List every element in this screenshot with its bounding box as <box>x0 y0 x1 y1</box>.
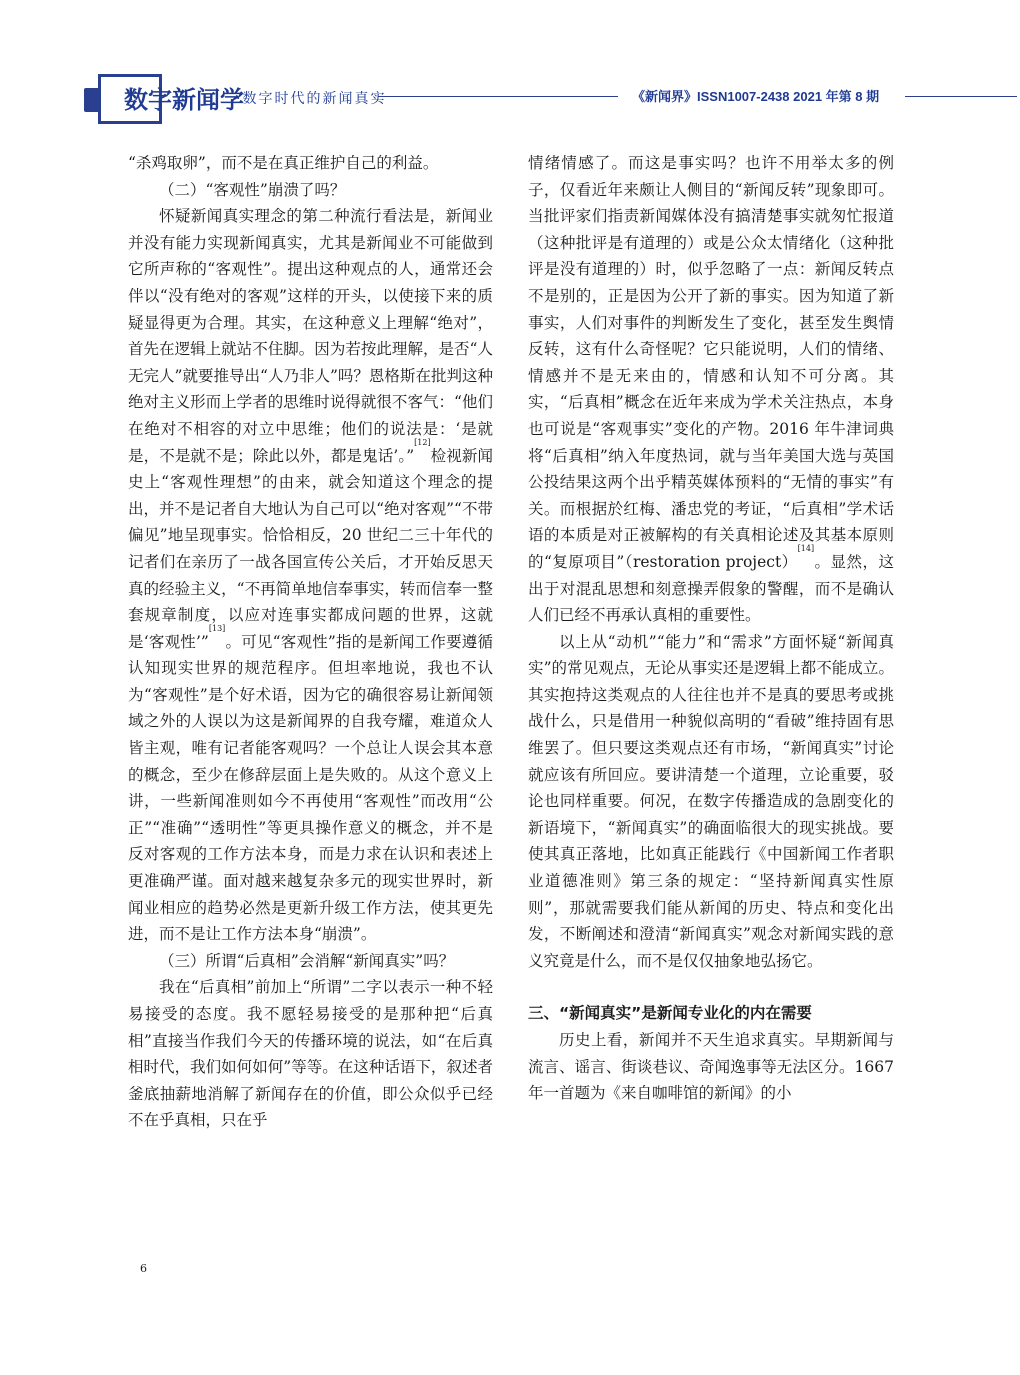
column-title: 数字新闻学 <box>124 85 244 114</box>
subheading: （二）“客观性”崩溃了吗？ <box>159 180 346 199</box>
paragraph: 以上从“动机”“能力”和“需求”方面怀疑“新闻真实”的常见观点，无论从事实还是逻辑上都不能成立。其实抱持这类观点的人往往也并不是真的要思考或挑战什么，只是借用一种貌似高明的“看破”维持固有思维罢了。但只要这类观点还有市场，“新闻真实”讨论就应该有所回应。要讲清楚一个道理，立论重要，驳论也同样重要。何况，在数字传播造成的急剧变化的新语境下，“新闻真实”的确面临很大的现实挑战。要使其真正落地，比如真正能践行《中国新闻工作者职业道德准则》第三条的规定：“坚持新闻真实性原则”，那就需要我们能从新闻的历史、特点和变化出发，不断阐述和澄清“新闻真实”观念对新闻实践的意义究竟是什么，而不是仅仅抽象地弘扬它。 <box>528 632 894 970</box>
page-number: 6 <box>140 1262 147 1275</box>
column-subtitle: ·数字时代的新闻真实 <box>236 91 387 107</box>
citation-ref: [12] <box>414 437 431 447</box>
paragraph: 我在“后真相”前加上“所谓”二字以表示一种不轻易接受的态度。我不愿轻易接受的是那种把“后真相”直接当作我们今天的传播环境的说法，如“在后真相时代，我们如何如何”等等。在这种话语下，叙述者釜底抽薪地消解了新闻存在的价值，即公众似乎已经不在乎真相，只在乎 <box>128 978 493 1130</box>
right-column <box>528 150 894 1107</box>
left-column <box>128 150 493 1134</box>
header-rule-right <box>905 96 1017 97</box>
paragraph: 历史上看，新闻并不天生追求真实。早期新闻与流言、谣言、街谈巷议、奇闻逸事等无法区分。1667 年一首题为《来自咖啡馆的新闻》的小 <box>528 1031 894 1103</box>
header-rule-left <box>378 96 618 97</box>
paragraph: 情绪情感了。而这是事实吗？也许不用举太多的例子，仅看近年来颇让人侧目的“新闻反转”现象即可。当批评家们指责新闻媒体没有搞清楚事实就匆忙报道（这种批评是有道理的）或是公众太情绪化（这种批评是没有道理的）时，似乎忽略了一点：新闻反转点不是别的，正是因为公开了新的事实。因为知道了新事实，人们对事件的判断发生了变化，甚至发生舆情反转，这有什么奇怪呢？它只能说明，人们的情绪、情感并不是无来由的，情感和认知不可分离。其实，“后真相”概念在近年来成为学术关注热点，本身也可说是“客观事实”变化的产物。2016 年牛津词典将“后真相”纳入年度热词，就与当年美国大选与英国公投结果这两个出乎精英媒体预料的“无情的事实”有关。而根据於红梅、潘忠党的考证，“后真相”学术话语的本质是对正被解构的有关真相论述及其基本原则的“复原项目”（restoration project）[14]。显然，这出于对混乱思想和刻意操弄假象的警醒，而不是确认人们已经不再承认真相的重要性。 <box>528 154 894 625</box>
citation-ref: [14] <box>797 543 815 553</box>
paragraph: 怀疑新闻真实理念的第二种流行看法是，新闻业并没有能力实现新闻真实，尤其是新闻业不可能做到它所声称的“客观性”。提出这种观点的人，通常还会伴以“没有绝对的客观”这样的开头，以使接下来的质疑显得更为合理。其实，在这种意义上理解“绝对”，首先在逻辑上就站不住脚。因为若按此理解，是否“人无完人”就要推导出“人乃非人”吗？恩格斯在批判这种绝对主义形而上学者的思维时说得就很不客气：“他们在绝对不相容的对立中思维；他们的说法是：‘是就是，不是就不是；除此以外，都是鬼话’。”[12]检视新闻史上“客观性理想”的由来，就会知道这个理念的提出，并不是记者自大地认为自己可以“绝对客观”“不带偏见”地呈现事实。恰恰相反，20 世纪二三十年代的记者们在亲历了一战各国宣传公关后，才开始反思天真的经验主义，“不再简单地信奉事实，转而信奉一整套规章制度，以应对连事实都成问题的世界，这就是‘客观性’”[13]。可见“客观性”指的是新闻工作要遵循认知现实世界的规范程序。但坦率地说，我也不认为“客观性”是个好术语，因为它的确很容易让新闻领域之外的人误以为这是新闻界的自我夸耀，难道众人皆主观，唯有记者能客观吗？一个总让人误会其本意的概念，至少在修辞层面上是失败的。从这个意义上讲，一些新闻准则如今不再使用“客观性”而改用“公正”“准确”“透明性”等更具操作意义的概念，并不是反对客观的工作方法本身，而是力求在认识和表述上更准确严谨。面对越来越复杂多元的现实世界时，新闻业相应的趋势必然是更新升级工作方法，使其更先进，而不是让工作方法本身“崩溃”。 <box>128 207 493 944</box>
paragraph: “杀鸡取卵”，而不是在真正维护自己的利益。 <box>128 154 439 172</box>
journal-info: 《新闻界》ISSN1007-2438 2021 年第 8 期 <box>632 89 880 104</box>
section-heading: 三、“新闻真实”是新闻专业化的内在需要 <box>528 1004 812 1023</box>
subheading: （三）所谓“后真相”会消解“新闻真实”吗？ <box>159 951 455 970</box>
page-header <box>0 0 1020 140</box>
citation-ref: [13] <box>208 623 226 633</box>
